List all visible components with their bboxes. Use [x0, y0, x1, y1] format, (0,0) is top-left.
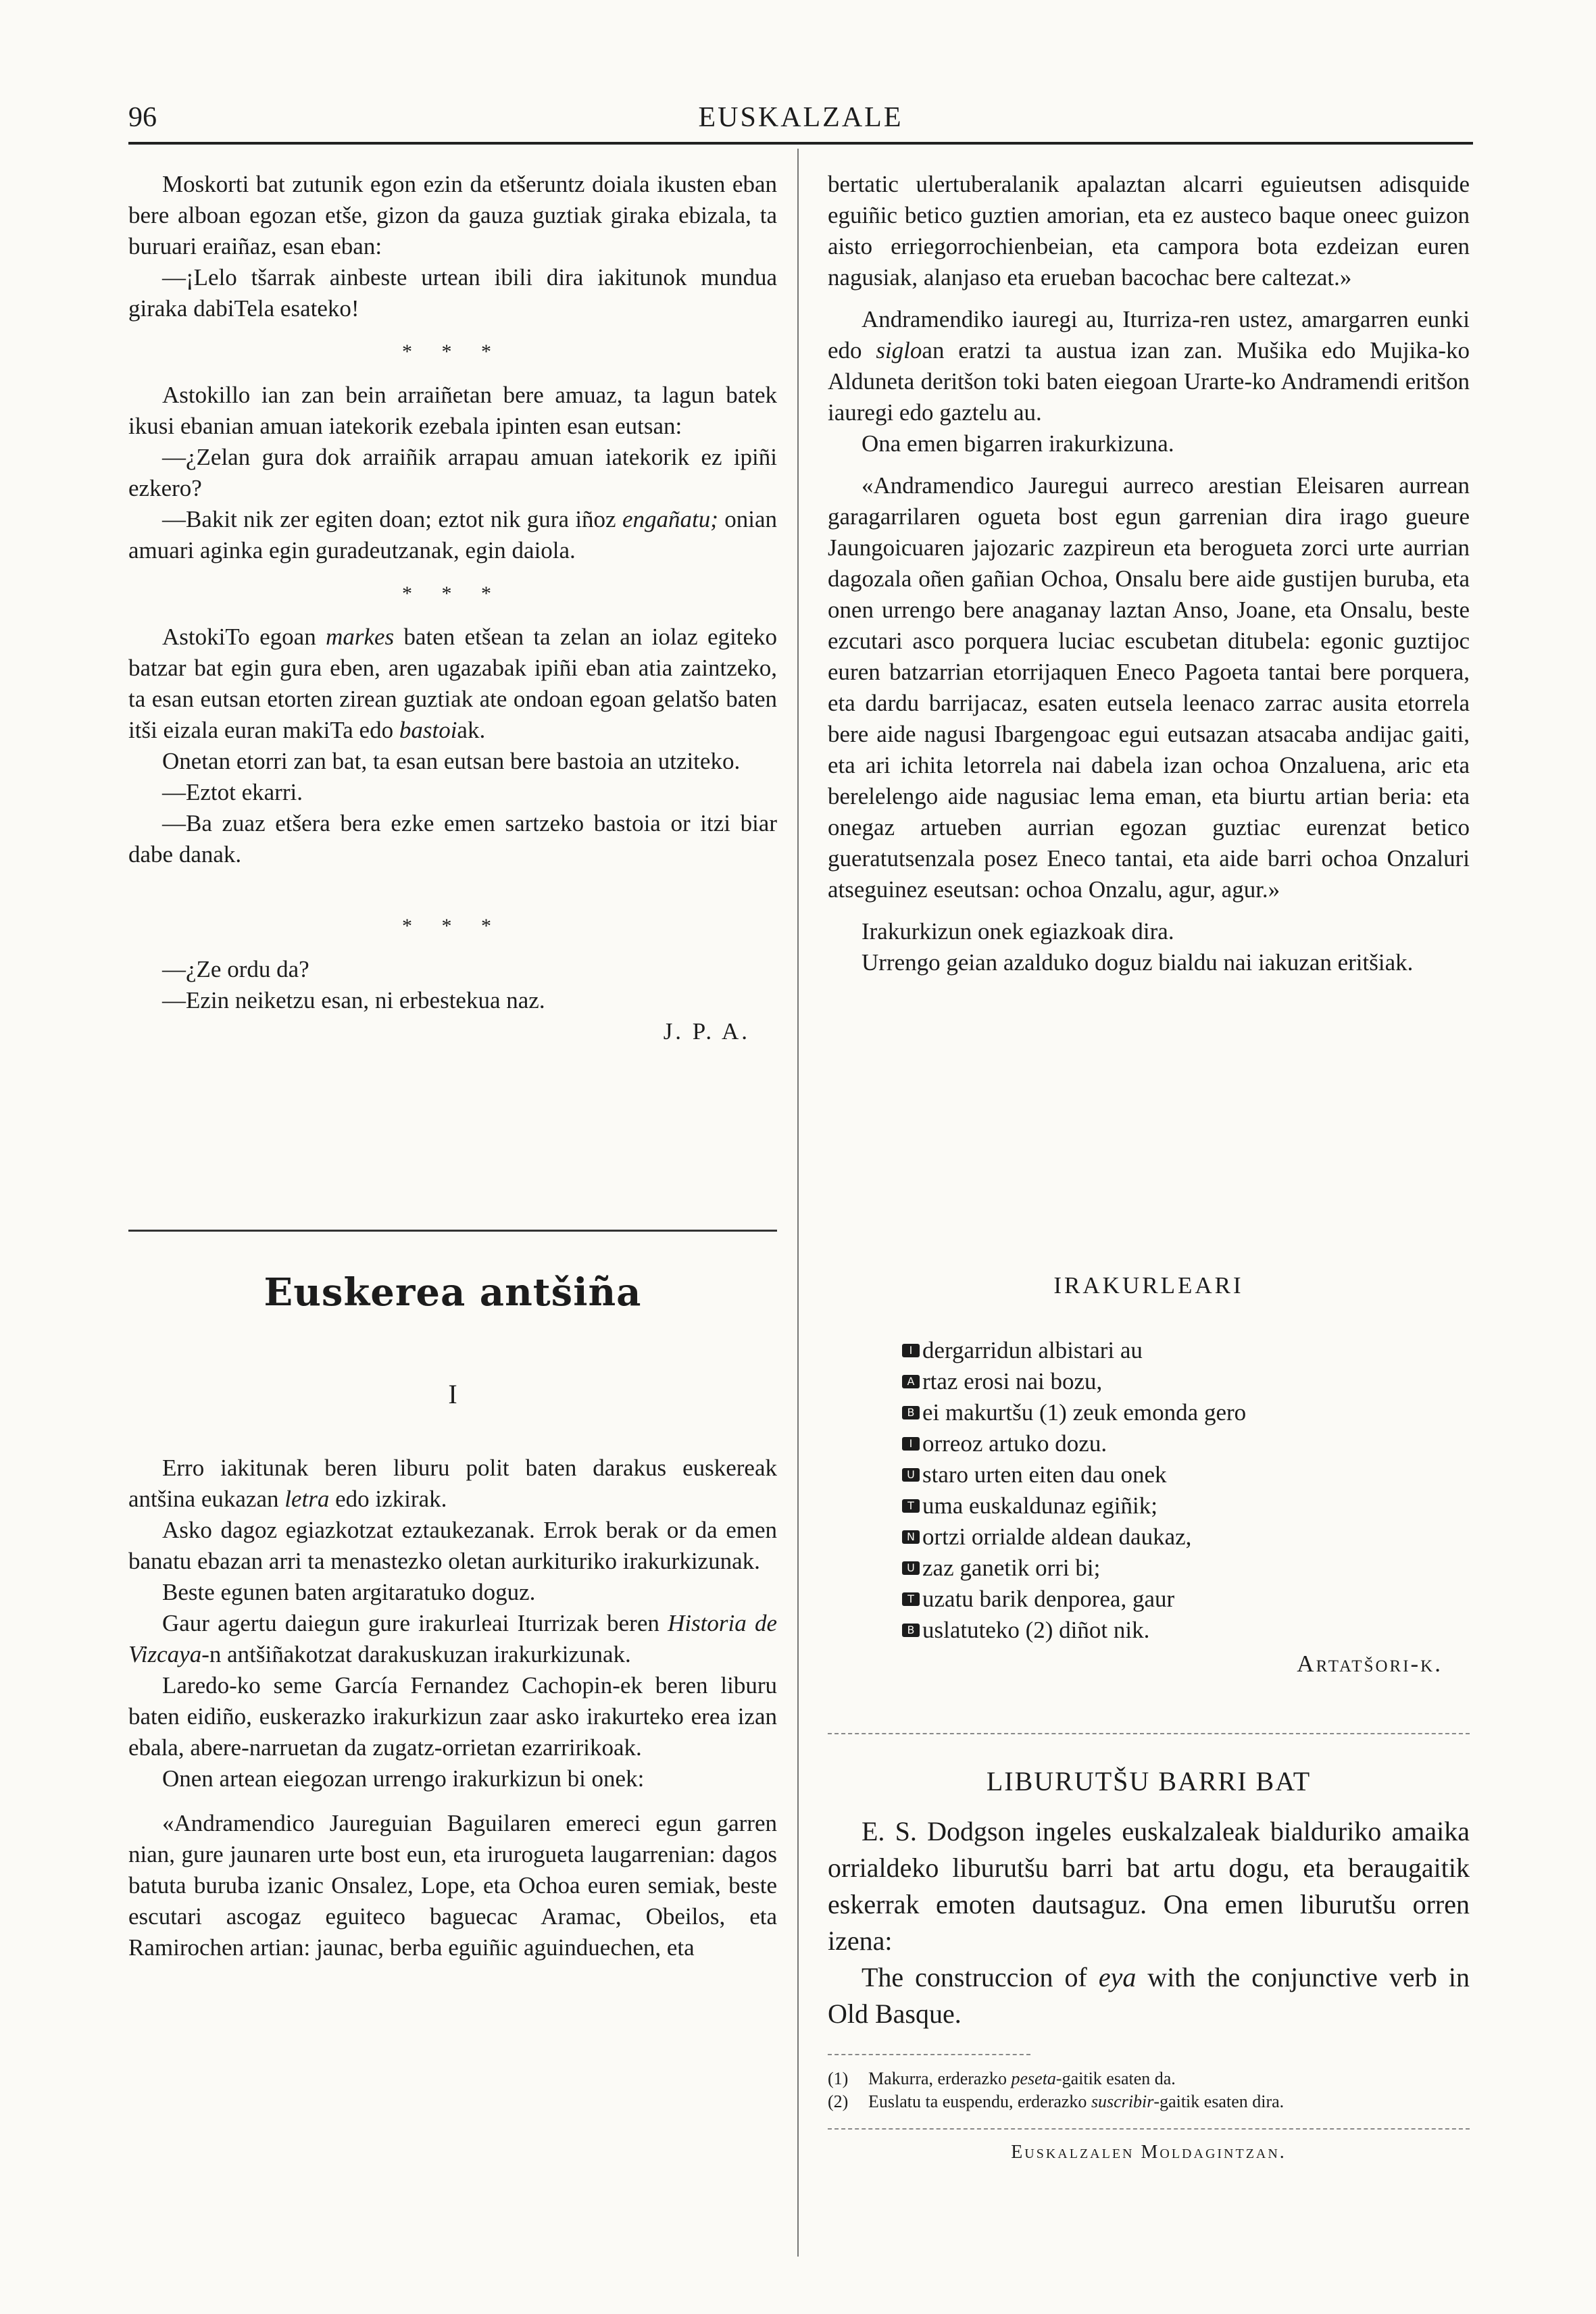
article-title: Euskerea antšiña: [264, 1270, 642, 1315]
left-column-anecdotes: [128, 169, 777, 1047]
paragraph: Andramendiko iauregi au, Iturriza-ren ustez, amargarren eunki edo sigloan eratzi ta austua izan zan. Mušika edo Mujika-ko Alduneta deritšon toki baten eiegoan Urarte-ko Andramendi eritšon iauregi edo gaztelu au.: [828, 306, 1470, 426]
paragraph: Beste egunen baten argitaratuko doguz.: [162, 1579, 536, 1605]
poem-line: [902, 1397, 1470, 1428]
paragraph: E. S. Dodgson ingeles euskalzaleak bialduriko amaika orrialdeko liburutšu barri bat artu dogu, eta beraugaitik eskerrak emoten dautsaguz. Ona emen liburutšu orren izena:: [828, 1816, 1470, 1956]
paragraph: Erro iakitunak beren liburu polit baten darakus euskereak antšina eukazan letra edo izkirak.: [128, 1455, 777, 1512]
ornamental-initial-icon: B: [902, 1624, 920, 1637]
quotation: «Andramendico Jauregui aurreco arestian Eleisaren aurrean garagarrilaren ogueta bost egun garrenian dira irago gueure Jaungoicuaren jajozaric zazpireun eta berogueta zorci urte aurrian dagozala oñen gañian Ochoa, Onsalu bere aide gustijen buruba, eta onen urrengo bere anaganay laztan Anso, Joane, eta Onsalu, beste ezcutari asco porquera luciac escubetan ditubela: egonic guztijoc euren batzarrian etorrijaquen Eneco Pagoeta tantai bere porquera, eta dardu barrijacaz, esaten eutsela leenaco zarrac ausita etorrela bere aide nagusi Ibargengoac egui eutsazan atsacaba andijac gaiti, eta ari ichita letorrela nai dabela izan ochoa Onzaluena, aric eta berelelengo aide nagusiac lema eman, eta biurtu artian beria: eta onegaz artueben aurrian egozan guztiac eurenzat betico gueratutsenzala posez Eneco tantai, eta aide barri ochoa Onzaluri atseguinez eseutsan: ochoa Onzalu, agur, agur.»: [828, 472, 1470, 903]
paragraph: —Ezin neiketzu esan, ni erbestekua naz.: [162, 987, 545, 1013]
poem-line-text: ortzi orrialde aldean daukaz,: [922, 1524, 1192, 1550]
section-separator: * * *: [402, 341, 503, 363]
paragraph: Onen artean eiegozan urrengo irakurkizun bi onek:: [162, 1765, 645, 1792]
article-title: LIBURUTŠU BARRI BAT: [986, 1766, 1312, 1796]
right-column-new-booklet: [828, 1763, 1470, 2032]
poem-line: [902, 1335, 1470, 1366]
ornamental-initial-icon: N: [902, 1530, 920, 1544]
ornamental-initial-icon: T: [902, 1499, 920, 1513]
ornamental-initial-icon: T: [902, 1592, 920, 1606]
paragraph: —Eztot ekarri.: [162, 779, 303, 805]
paragraph: Irakurkizun onek egiazkoak dira.: [862, 918, 1174, 945]
poem-line-text: staro urten eiten dau onek: [922, 1461, 1167, 1488]
paragraph: bertatic ulertuberalanik apalaztan alcarri eguieutsen adisquide eguiñic betico guztien amorian, eta ez austeco baque oneec guizon aisto erriegorrochienbeian, eta campora bota ezdeizan euren nagusiak, alanjaso eta erueban bacochac bere caltezat.»: [828, 171, 1470, 291]
poem-line: [902, 1584, 1470, 1615]
paragraph: Gaur agertu daiegun gure irakurleai Iturrizak beren Historia de Vizcaya-n antšiñakotzat darakuskuzan irakurkizunak.: [128, 1610, 777, 1667]
column-divider: [797, 149, 799, 2257]
poem-block: [828, 1270, 1470, 1680]
horizontal-rule: [128, 1230, 777, 1232]
paragraph: —Ba zuaz etšera bera ezke emen sartzeko bastoia or itzi biar dabe danak.: [128, 810, 777, 867]
poem-lines: [828, 1335, 1470, 1646]
paragraph: Asko dagoz egiazkotzat eztaukezanak. Errok berak or da emen banatu ebazan arri ta menastezko oletan aurkituriko irakurkizunak.: [128, 1517, 777, 1574]
left-column-article: [128, 1453, 777, 1963]
page-header: [128, 101, 1473, 145]
paragraph: Laredo-ko seme García Fernandez Cachopin-ek beren liburu baten eidiño, euskerazko irakurkizun zaar asko irakurteko erea izan ebala, abere-narruetan da zugatz-orrietan ezarririkoak.: [128, 1672, 777, 1761]
poem-line: [902, 1490, 1470, 1521]
footnote: (2) Euslatu ta euspendu, erderazko suscribir-gaitik esaten dira.: [828, 2092, 1285, 2111]
poem-line-text: orreoz artuko dozu.: [922, 1430, 1107, 1457]
paragraph: AstokiTo egoan markes baten etšean ta zelan an iolaz egiteko batzar bat egin gura eben, aren ugazabak ipiñi eban atia zaintzeko, ta esan eutsan etorten zirean guztiak ate ondoan egoan gelatšo baten itši eizala euran makiTa edo bastoiak.: [128, 624, 777, 743]
paragraph: Urrengo geian azalduko doguz bialdu nai iakuzan eritšiak.: [862, 949, 1414, 976]
ornamental-initial-icon: A: [902, 1375, 920, 1388]
poem-line-text: rtaz erosi nai bozu,: [922, 1368, 1103, 1394]
section-separator: * * *: [402, 915, 503, 937]
paragraph: Ona emen bigarren irakurkizuna.: [862, 430, 1174, 457]
ornamental-initial-icon: U: [902, 1468, 920, 1482]
ornamental-initial-icon: I: [902, 1344, 920, 1357]
poem-title: IRAKURLEARI: [1053, 1272, 1244, 1299]
imprint: Euskalzalen Moldagintzan.: [1011, 2142, 1287, 2163]
poem-line: [902, 1521, 1470, 1553]
ornamental-initial-icon: B: [902, 1406, 920, 1419]
section-number: I: [448, 1379, 457, 1409]
paragraph: Onetan etorri zan bat, ta esan eutsan bere bastoia an utziteko.: [162, 748, 741, 774]
poem-line-text: uma euskaldunaz egiñik;: [922, 1492, 1157, 1519]
signature: J. P. A.: [663, 1018, 750, 1045]
poem-line-text: dergarridun albistari au: [922, 1337, 1143, 1363]
poem-line: [902, 1553, 1470, 1584]
poem-line: [902, 1366, 1470, 1397]
section-separator: * * *: [402, 582, 503, 605]
dashed-rule: [828, 1733, 1470, 1734]
poem-line: [902, 1428, 1470, 1459]
ornamental-initial-icon: I: [902, 1437, 920, 1451]
footnote-rule: [828, 2054, 1030, 2055]
paragraph: Moskorti bat zutunik egon ezin da etšeruntz doiala ikusten eban bere alboan egozan etše, gizon da gauza guztiak giraka ebizala, ta buruari eraiñaz, esan eban:: [128, 171, 777, 259]
poem-line: [902, 1615, 1470, 1646]
paragraph: —¿Zelan gura dok arraiñik arrapau amuan iatekorik ez ipiñi ezkero?: [128, 444, 777, 501]
footnote: (1) Makurra, erderazko peseta-gaitik esaten da.: [828, 2069, 1176, 2088]
ornamental-initial-icon: U: [902, 1561, 920, 1575]
right-column-article-continued: [828, 169, 1470, 978]
paragraph: —¡Lelo tšarrak ainbeste urtean ibili dira iakitunok mundua giraka dabiTela esateko!: [128, 264, 777, 322]
paragraph: —Bakit nik zer egiten doan; eztot nik gura iñoz engañatu; onian amuari aginka egin guradeutzanak, egin daiola.: [128, 506, 777, 563]
poem-line: [902, 1459, 1470, 1490]
page-number: 96: [128, 102, 157, 133]
running-title: EUSKALZALE: [698, 102, 903, 133]
poem-signature: Artatšori-k.: [1297, 1651, 1443, 1677]
booklet-title: The construccion of eya with the conjunctive verb in Old Basque.: [828, 1962, 1470, 2029]
dashed-rule: [828, 2128, 1470, 2130]
poem-line-text: uslatuteko (2) diñot nik.: [922, 1617, 1150, 1643]
poem-line-text: zaz ganetik orri bi;: [922, 1555, 1101, 1581]
paragraph: Astokillo ian zan bein arraiñetan bere amuaz, ta lagun batek ikusi ebanian amuan iatekorik ezebala ipinten esan eutsan:: [128, 382, 777, 439]
paragraph: —¿Ze ordu da?: [162, 956, 309, 982]
quotation: «Andramendico Jaureguian Baguilaren emereci egun garren nian, gure jaunaren urte bost eun, eta irurogueta laugarrenian: dagos batuta buruba izanic Onsalez, Lope, eta Ochoa euren semiak, beste escutari ascogaz eguiteco baguecac Aramac, Obeilos, eta Ramirochen artian: jaunac, berba eguiñic aguinduechen, eta: [128, 1810, 777, 1961]
poem-line-text: ei makurtšu (1) zeuk emonda gero: [922, 1399, 1247, 1426]
poem-line-text: uzatu barik denporea, gaur: [922, 1586, 1175, 1612]
footnotes: [828, 2067, 1470, 2113]
